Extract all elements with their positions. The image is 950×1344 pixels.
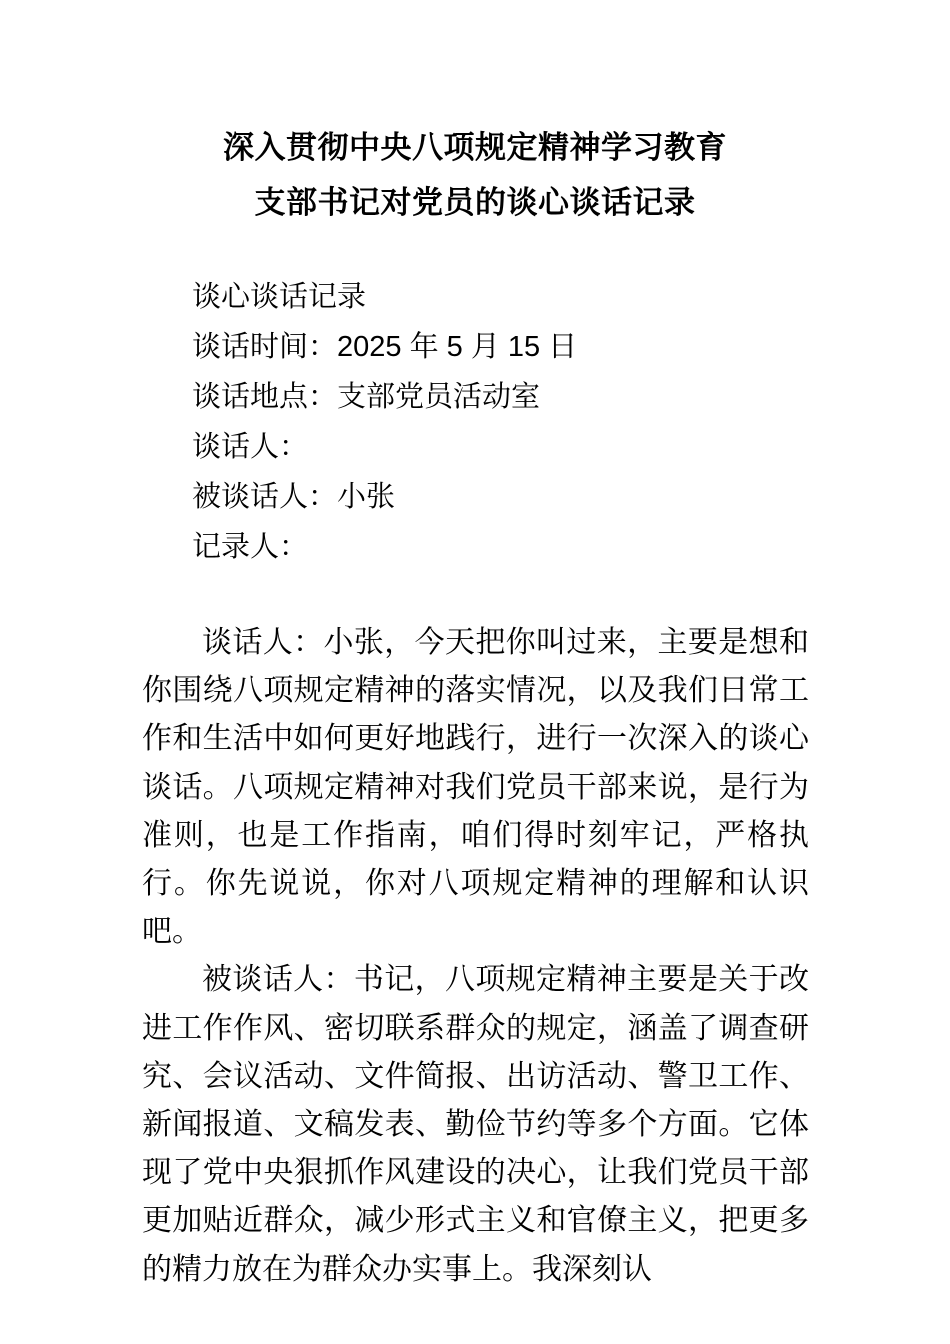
record-interviewer: 谈话人：	[192, 431, 309, 463]
record-recorder: 记录人：	[192, 531, 309, 563]
document-title-line-1: 深入贯彻中央八项规定精神学习教育	[223, 130, 727, 165]
record-talk-time: 谈话时间：2025 年 5 月 15 日	[192, 331, 578, 363]
body-paragraph-interviewee: 被谈话人：书记，八项规定精神主要是关于改进工作作风、密切联系群众的规定，涵盖了调查研究、会议活动、文件简报、出访活动、警卫工作、新闻报道、文稿发表、勤俭节约等多个方面。它体现了党中央狠抓作风建设的决心，让我们党员干部更加贴近群众，减少形式主义和官僚主义，把更多的精力放在为群众办实事上。我深刻认	[142, 963, 809, 1286]
document-body	[142, 619, 809, 1294]
record-talk-place: 谈话地点：支部党员活动室	[192, 381, 541, 413]
document-title-block	[0, 120, 950, 230]
record-metadata-block	[192, 272, 832, 572]
record-interviewee: 被谈话人：小张	[192, 481, 396, 513]
document-title-line-2: 支部书记对党员的谈心谈话记录	[254, 185, 696, 220]
record-metadata-heading: 谈心谈话记录	[192, 281, 367, 313]
body-paragraph-interviewer: 谈话人：小张，今天把你叫过来，主要是想和你围绕八项规定精神的落实情况，以及我们日常工作和生活中如何更好地践行，进行一次深入的谈心谈话。八项规定精神对我们党员干部来说，是行为准则，也是工作指南，咱们得时刻牢记，严格执行。你先说说，你对八项规定精神的理解和认识吧。	[142, 626, 809, 949]
